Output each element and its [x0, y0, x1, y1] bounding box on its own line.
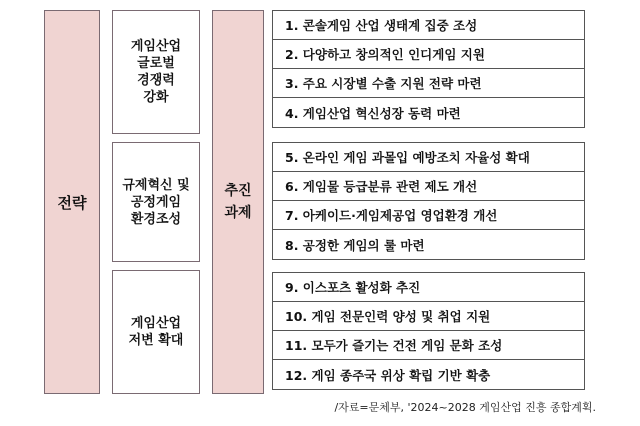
goal-industry-base-expansion: 게임산업 저변 확대 — [112, 270, 200, 394]
task-label: 추진 과제 — [212, 10, 264, 394]
task-item: 8. 공정한 게임의 룰 마련 — [285, 237, 425, 253]
task-item: 4. 게임산업 혁신성장 동력 마련 — [285, 105, 461, 121]
task-item: 12. 게임 종주국 위상 확립 기반 확충 — [285, 367, 491, 383]
task-item: 7. 아케이드·게임제공업 영업환경 개선 — [273, 201, 584, 230]
task-group-1 — [272, 10, 585, 128]
task-group-3 — [272, 272, 585, 390]
task-item: 5. 온라인 게임 과몰입 예방조치 자율성 확대 — [273, 143, 584, 172]
goal-regulatory-innovation: 규제혁신 및 공정게임 환경조성 — [112, 142, 200, 262]
task-item: 10. 게임 전문인력 양성 및 취업 지원 — [273, 302, 584, 331]
task-item: 9. 이스포츠 활성화 추진 — [273, 273, 584, 302]
task-item: 11. 모두가 즐기는 건전 게임 문화 조성 — [273, 331, 584, 360]
task-item: 6. 게임물 등급분류 관련 제도 개선 — [273, 172, 584, 201]
goal-global-competitiveness: 게임산업 글로벌 경쟁력 강화 — [112, 10, 200, 134]
strategy-label: 전략 — [44, 10, 100, 394]
task-group-2 — [272, 142, 585, 260]
task-item: 3. 주요 시장별 수출 지원 전략 마련 — [273, 69, 584, 98]
task-item: 1. 콘솔게임 산업 생태계 집중 조성 — [273, 11, 584, 40]
task-item: 2. 다양하고 창의적인 인디게임 지원 — [273, 40, 584, 69]
source-caption: /자료=문체부, '2024~2028 게임산업 진흥 종합계획. — [334, 401, 596, 414]
